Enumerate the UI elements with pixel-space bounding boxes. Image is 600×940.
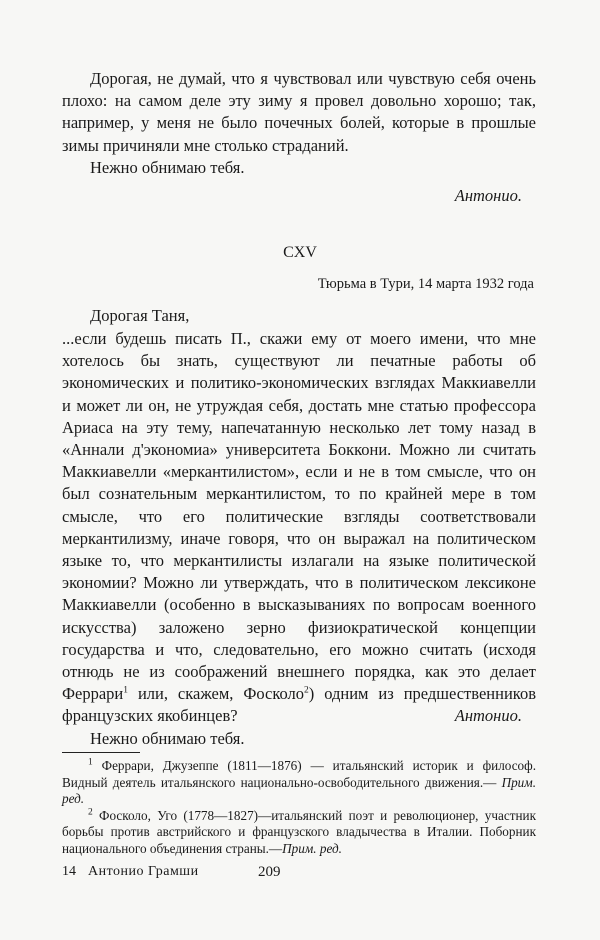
top-letter-paragraph: Дорогая, не думай, что я чувствовал или чувствую себя очень плохо: на самом деле эту зиму я провел довольно хорошо; так, например, у меня не было почечных болей, которые в прошлые зимы причиняли мне столько страданий.: [62, 69, 536, 155]
letter-closing: Нежно обнимаю тебя.: [90, 728, 245, 748]
top-letter-text: [62, 68, 536, 179]
letter-body-part3: ) одним из предшественников французских якобинцев?: [62, 684, 536, 726]
top-letter-signature: Антонио.: [454, 186, 522, 205]
letter-greeting: Дорогая Таня,: [90, 306, 190, 325]
letter-number: CXV: [283, 244, 317, 261]
footnote-1: [62, 758, 536, 808]
letter-body-part2: или, скажем, Фосколо: [128, 684, 305, 704]
letter-signature: Антонио.: [454, 706, 522, 725]
footer-author: Антонио Грамши: [88, 864, 199, 879]
footnote-2-text: Фосколо, Уго (1778—1827)—итальянский поэт и революционер, участник борьбы против австрийского и французского владычества в Италии. Поборник национального объединения страны.—: [62, 807, 536, 856]
page-number: 209: [258, 864, 281, 880]
footnote-ref-2: 2: [304, 685, 309, 696]
letter-body-paragraph: [62, 328, 536, 728]
letter-body-part1: ...если будешь писать П., скажи ему от моего имени, что мне хотелось бы знать, существуют ли печатные работы об экономических и политико-экономических взглядах Маккиавелли и может ли он, не утруждая себя, достать мне статью профессора Ариаса на эту тему, напечатанную несколько лет тому назад в «Аннали д'экономиа» университета Боккони. Можно ли считать Маккиавелли «меркантилистом», если и не в том смысле, что он был сознательным меркантилистом, то по крайней мере в том смысле, что его политические взгляды соответствовали меркантилизму, иначе говоря, что он выражал на политическом языке то, что меркантилисты излагали на языке политической экономии? Можно ли утверждать, что в политическом лексиконе Маккиавелли (особенно в высказываниях по вопросам военного искусства) заложено зерно физиократической концепции государства и что, следовательно, его можно считать (исходя отнюдь не из соображений внешнего порядка, как это делает Феррари: [62, 329, 536, 704]
footnote-1-text: Феррари, Джузеппе (1811—1876) — итальянский историк и философ. Видный деятель итальянского национально-освободительного движения.—: [62, 758, 536, 790]
footnote-1-mark: 1: [88, 757, 93, 768]
footnote-1-note: Прим. ред.: [62, 774, 536, 807]
letter-body: [62, 328, 536, 750]
top-letter-closing: Нежно обнимаю тебя.: [90, 157, 245, 177]
footnote-2-note: Прим. ред.: [282, 840, 342, 856]
footer-signature-mark: 14: [62, 864, 76, 879]
letter-dateline: Тюрьма в Тури, 14 марта 1932 года: [317, 276, 534, 292]
footnotes: [62, 758, 536, 858]
footnote-divider: [62, 752, 140, 753]
footnote-ref-1: 1: [123, 685, 129, 696]
footnote-2: [62, 808, 536, 858]
footnote-2-mark: 2: [88, 807, 93, 818]
